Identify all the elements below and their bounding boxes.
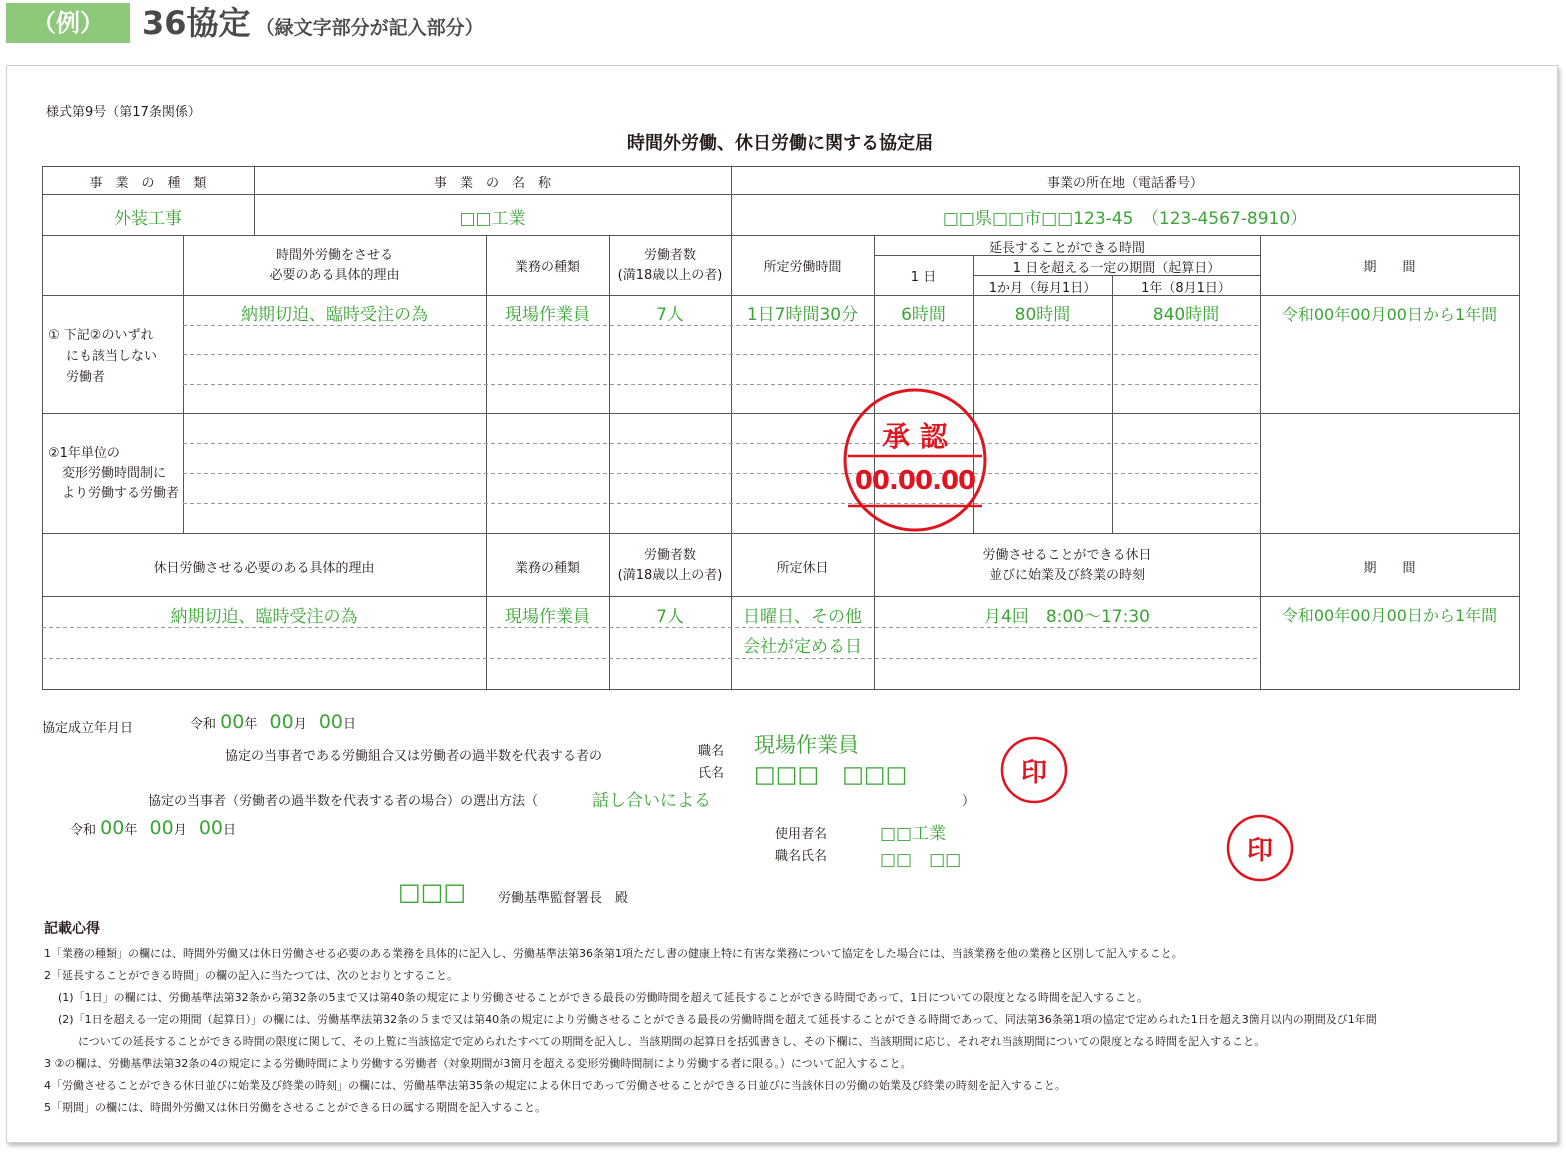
overtime-reason-header-line1: 時間外労働をさせる (275, 248, 393, 263)
row1-label (48, 325, 157, 388)
business-type-header: 事 業 の 種 類 (89, 176, 207, 191)
holiday-work-days: 月4回 8:00～17:30 (984, 607, 1150, 627)
workers-header-line2: (満18歳以上の者) (617, 268, 723, 283)
holiday-workers-header (609, 546, 731, 586)
work-days-header-line2: 並びに始業及び終業の時刻 (988, 568, 1145, 583)
row2-label-line1: ②1年単位の (48, 446, 120, 461)
submission-year-unit: 年 (124, 823, 138, 838)
holiday-workers-header-line2: (満18歳以上の者) (617, 568, 723, 583)
beyond-day-header: 1 日を超える一定の期間（起算日） (1012, 261, 1221, 276)
row2-label-line3: より労働する労働者 (62, 486, 180, 501)
row1-job-type: 現場作業員 (505, 305, 590, 325)
agreement-day-unit: 日 (343, 717, 357, 732)
page-title: 36協定 (142, 4, 251, 42)
overtime-reason-header-line2: 必要のある具体的理由 (269, 268, 400, 283)
period-header: 期 間 (1363, 260, 1416, 275)
worker-position-value: 現場作業員 (754, 733, 859, 757)
note-item: 5「期間」の欄には、時間外労働又は休日労働をさせることができる日の属する期間を記入すること。 (44, 1101, 546, 1114)
row1-label-line2: にも該当しない (66, 349, 158, 364)
holiday-days-line2: 会社が定める日 (743, 637, 862, 657)
submission-month: 00 (149, 817, 174, 839)
note-item: 4「労働させることができる休日並びに始業及び終業の時刻」の欄には、労働基準法第35条の規定による休日であって労働させることができる日並びに当該休日の労働の始業及び終業の時刻を記入すること。 (44, 1079, 1066, 1092)
employer-position-label: 職名氏名 (775, 849, 828, 864)
business-address-value: □□県□□市□□123-45 （123-4567-8910） (942, 209, 1308, 229)
position-label: 職名 (698, 744, 725, 759)
row1-period: 令和00年00月00日から1年間 (1281, 305, 1498, 324)
note-item: 1「業務の種類」の欄には、時間外労働又は休日労働させる必要のある業務を具体的に記入し、労働基準法第36条第1項ただし書の健康上特に有害な業務について協定をした場合には、当該業務を他の業務と区別して記入すること。 (44, 947, 1183, 960)
form-title: 時間外労働、休日労働に関する協定届 (627, 133, 933, 154)
holiday-period-header: 期 間 (1363, 561, 1416, 576)
submission-year: 00 (100, 817, 125, 839)
row2-label-line2: 変形労働時間制に (62, 466, 167, 481)
page-subtitle: （緑文字部分が記入部分） (255, 17, 484, 39)
business-address-header: 事業の所在地（電話番号） (1046, 176, 1203, 191)
party-label: 協定の当事者である労働組合又は労働者の過半数を代表する者の (225, 749, 603, 764)
note-item: 3 ②の欄は、労働基準法第32条の4の規定による労働時間により労働する労働者（対象期間が3箇月を超える変形労働時間制により労働する者に限る。）について記入すること。 (44, 1057, 912, 1070)
agreement-year: 00 (220, 711, 245, 733)
office-value: □□□ (398, 878, 467, 906)
submission-day-unit: 日 (223, 823, 237, 838)
holiday-job-type: 現場作業員 (505, 607, 590, 627)
extendable-hours-header: 延長することができる時間 (988, 241, 1145, 256)
worker-name-value: □□□ □□□ (754, 762, 908, 788)
holiday-workers-header-line1: 労働者数 (643, 548, 696, 563)
approval-stamp-top: 承 認 (882, 420, 948, 453)
submission-day: 00 (198, 817, 224, 839)
employer-name-value: □□ □□ (880, 850, 962, 870)
agreement-month-unit: 月 (293, 717, 307, 732)
row1-prescribed-hours: 1日7時間30分 (746, 305, 859, 325)
note-item: についての延長することができる時間の限度に関して、その上覧に当該協定で定められたすべての期間を記入し、当該期間の起算日を括弧書きし、その下欄に、当該期間に応じ、それぞれ当該期間についての限度となる時間を記入すること。 (78, 1035, 1266, 1048)
row1-one-month: 80時間 (1014, 305, 1071, 325)
agreement-month: 00 (269, 711, 294, 733)
submission-reiwa: 令和 (70, 823, 97, 838)
employer-label: 使用者名 (775, 827, 828, 842)
one-month-header: 1か月（毎月1日） (988, 281, 1097, 296)
workers-header-line1: 労働者数 (643, 248, 696, 263)
submission-date (70, 815, 236, 844)
one-day-header: 1 日 (910, 270, 937, 285)
employer-seal: 印 (1246, 836, 1273, 866)
row2-label (48, 444, 179, 504)
agreement-year-unit: 年 (244, 717, 258, 732)
note-item: (2)「1日を超える一定の期間（起算日）」の欄には、労働基準法第32条の５まで又は第40条の規定により労働させることができる最長の労働時間を超えて延長することができる時間であって、同法第36条第1項の協定で定められた1日を超え3箇月以内の期間及び1年間 (58, 1013, 1377, 1026)
agreement-date-label: 協定成立年月日 (42, 721, 134, 736)
work-days-header-line1: 労働させることができる休日 (982, 548, 1152, 563)
agreement-date (190, 709, 356, 738)
method-close: ） (962, 794, 976, 809)
note-item: 2「延長することができる時間」の欄の記入に当たつては、次のとおりとすること。 (44, 969, 458, 982)
overtime-reason-header (183, 246, 486, 286)
worker-seal: 印 (1020, 758, 1047, 788)
notes-list (44, 943, 1514, 1119)
form-number: 様式第9号（第17条関係） (46, 105, 201, 120)
holiday-reason: 納期切迫、臨時受注の為 (170, 607, 358, 627)
row1-one-day: 6時間 (901, 305, 946, 325)
row1-label-line1: ① 下記②のいずれ (48, 328, 154, 343)
holidays-header: 所定休日 (776, 561, 829, 576)
employer-value: □□工業 (880, 824, 947, 844)
office-label: 労働基準監督署長 殿 (498, 891, 629, 906)
name-label: 氏名 (698, 766, 725, 781)
holiday-days-line1: 日曜日、その他 (743, 607, 862, 627)
holiday-job-type-header: 業務の種類 (514, 561, 580, 576)
holiday-workers: 7人 (656, 607, 684, 627)
agreement-day: 00 (318, 711, 344, 733)
business-type-value: 外装工事 (114, 209, 182, 229)
agreement-reiwa: 令和 (190, 717, 217, 732)
workers-header (609, 246, 731, 286)
business-name-header: 事 業 の 名 称 (433, 176, 551, 191)
example-tag: （例） (6, 3, 130, 43)
approval-stamp-circle (845, 390, 985, 530)
prescribed-hours-header: 所定労働時間 (763, 260, 842, 275)
method-label: 協定の当事者（労働者の過半数を代表する者の場合）の選出方法（ (148, 794, 539, 809)
row1-one-year: 840時間 (1152, 305, 1220, 325)
method-value: 話し合いによる (592, 791, 711, 811)
note-item: (1)「1日」の欄には、労働基準法第32条から第32条の5まで又は第40条の規定により労働させることができる最長の労働時間を超えて延長することができる時間であって、1日についての限度となる時間を記入すること。 (58, 991, 1149, 1004)
row1-label-line3: 労働者 (66, 370, 106, 385)
job-type-header: 業務の種類 (514, 260, 580, 275)
approval-stamp-date: 00.00.00 (854, 466, 976, 496)
one-year-header: 1年（8月1日） (1141, 281, 1231, 296)
work-days-header (874, 546, 1260, 586)
submission-month-unit: 月 (173, 823, 187, 838)
notes-heading: 記載心得 (44, 921, 100, 937)
business-name-value: □□工業 (459, 209, 526, 229)
holiday-period: 令和00年00月00日から1年間 (1281, 606, 1498, 625)
row1-workers: 7人 (656, 305, 684, 325)
holiday-reason-header: 休日労働させる必要のある具体的理由 (153, 561, 375, 576)
row1-reason: 納期切迫、臨時受注の為 (241, 305, 428, 325)
